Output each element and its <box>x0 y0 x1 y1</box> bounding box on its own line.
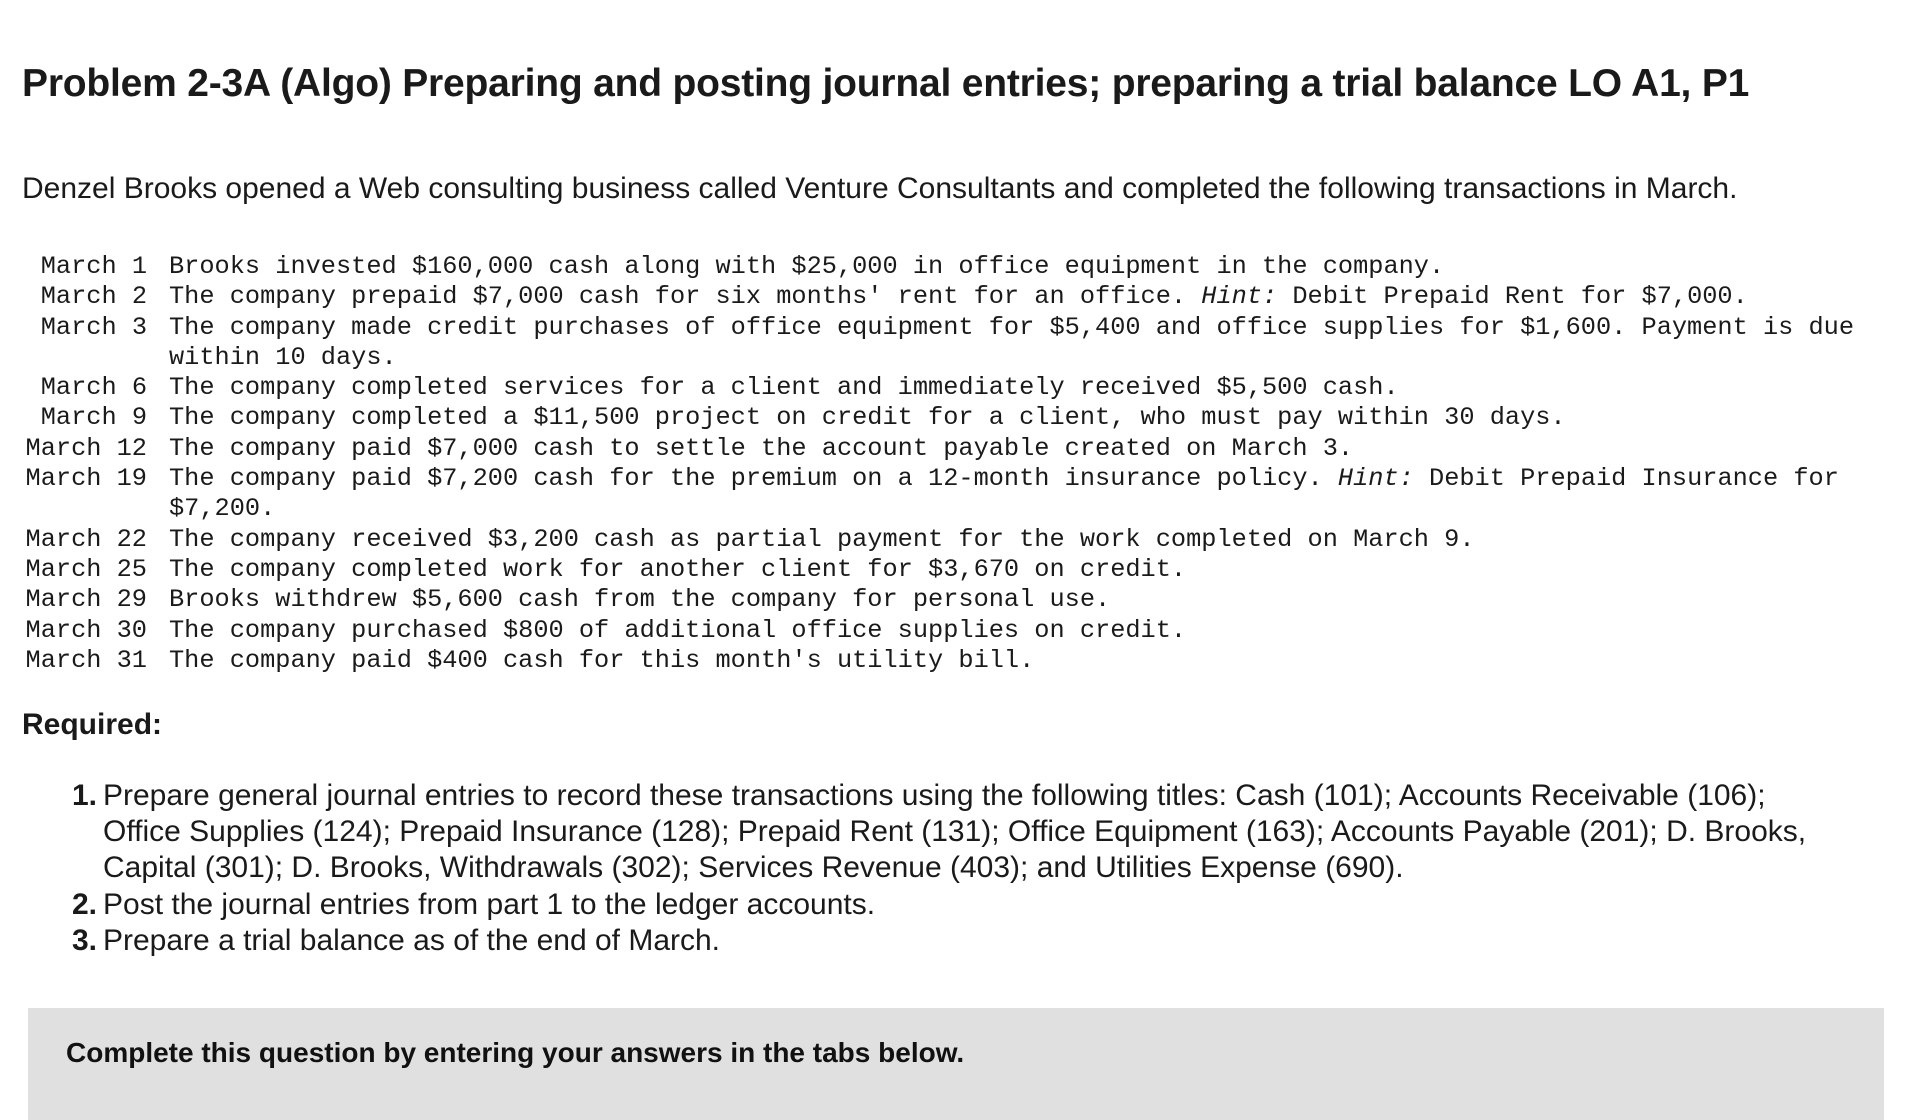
required-item-number: 3. <box>71 923 97 957</box>
transaction-description <box>147 373 1912 403</box>
problem-title: Problem 2-3A (Algo) Preparing and posting journal entries; preparing a trial balance LO A1, P1 <box>22 62 1750 105</box>
transaction-text: The company paid $400 cash for this month's utility bill. <box>169 645 1035 675</box>
required-item <box>60 923 1850 959</box>
transaction-description <box>147 616 1912 646</box>
transaction-description <box>147 464 1912 525</box>
transaction-date: March 22 <box>25 524 147 554</box>
transaction-description <box>147 555 1912 585</box>
required-item-text: Prepare general journal entries to record these transactions using the following titles: Cash (101); Accounts Receivable (106); Office Supplies (124); Prepaid Insurance (128); Prepaid Rent (131); Office Equipment (163); Accounts Payable (201); D. Brooks, Capital (301); D. Brooks, Withdrawals (302); Services Revenue (403); and Utilities Expense (690). <box>103 779 1807 885</box>
required-item-text: Prepare a trial balance as of the end of March. <box>103 923 721 957</box>
transaction-row <box>22 252 1912 282</box>
transaction-text: The company completed services for a client and immediately received $5,500 cash. <box>169 373 1399 403</box>
transaction-date: March 2 <box>40 282 147 312</box>
transaction-row <box>22 313 1912 374</box>
transaction-row <box>22 616 1912 646</box>
transaction-date: March 25 <box>25 554 147 584</box>
transaction-date: March 3 <box>40 312 147 342</box>
instruction-banner <box>28 1008 1884 1120</box>
transaction-row <box>22 282 1912 312</box>
transaction-date: March 12 <box>25 433 147 463</box>
transaction-date: March 1 <box>40 252 147 281</box>
transaction-description <box>147 434 1912 464</box>
required-item-number: 2. <box>71 887 97 921</box>
transaction-date: March 19 <box>25 464 147 494</box>
required-item <box>60 887 1850 923</box>
transaction-text: Brooks withdrew $5,600 cash from the company for personal use. <box>169 585 1111 615</box>
transaction-description <box>147 403 1912 433</box>
required-item-text: Post the journal entries from part 1 to the ledger accounts. <box>103 887 876 921</box>
transaction-text: The company completed a $11,500 project on credit for a client, who must pay within 30 days. <box>169 403 1566 433</box>
transaction-hint-label: Hint: <box>1201 282 1278 312</box>
transaction-description <box>147 252 1912 282</box>
required-heading: Required: <box>22 708 163 741</box>
transaction-description <box>147 646 1912 676</box>
transaction-hint-label: Hint: <box>1337 464 1414 494</box>
transaction-date: March 30 <box>25 615 147 645</box>
required-item-number: 1. <box>71 779 97 812</box>
transactions-list <box>22 252 1912 676</box>
transaction-date: March 31 <box>25 645 147 675</box>
transaction-text: The company completed work for another client for $3,670 on credit. <box>169 554 1187 584</box>
transaction-row <box>22 525 1912 555</box>
transaction-date: March 29 <box>25 585 147 615</box>
transaction-text: The company purchased $800 of additional office supplies on credit. <box>169 615 1187 645</box>
transaction-text: The company made credit purchases of office equipment for $5,400 and office supplies for $1,600. Payment is due within 10 days. <box>169 312 1855 372</box>
transaction-description <box>147 313 1912 374</box>
transaction-date: March 6 <box>40 373 147 403</box>
transaction-row <box>22 373 1912 403</box>
transaction-text: The company prepaid $7,000 cash for six months' rent for an office. <box>169 282 1202 312</box>
transaction-hint-text: Debit Prepaid Insurance for $7,200. <box>169 464 1839 524</box>
transaction-text: The company paid $7,200 cash for the premium on a 12-month insurance policy. <box>169 464 1338 494</box>
transaction-row <box>22 403 1912 433</box>
transaction-row <box>22 646 1912 676</box>
transaction-text: The company paid $7,000 cash to settle the account payable created on March 3. <box>169 433 1354 463</box>
instruction-text: Complete this question by entering your answers in the tabs below. <box>66 1037 965 1068</box>
problem-intro: Denzel Brooks opened a Web consulting business called Venture Consultants and completed the following transactions in March. <box>22 172 1738 205</box>
transaction-row <box>22 555 1912 585</box>
transaction-description <box>147 282 1912 312</box>
required-list <box>60 778 1850 959</box>
transaction-row <box>22 585 1912 615</box>
transaction-text: Brooks invested $160,000 cash along with $25,000 in office equipment in the company. <box>169 252 1445 281</box>
transaction-row <box>22 464 1912 525</box>
transaction-description <box>147 585 1912 615</box>
transaction-hint-text: Debit Prepaid Rent for $7,000. <box>1277 282 1748 312</box>
transaction-description <box>147 525 1912 555</box>
transaction-date: March 9 <box>40 403 147 433</box>
required-item <box>60 778 1850 887</box>
transaction-row <box>22 434 1912 464</box>
transaction-text: The company received $3,200 cash as partial payment for the work completed on March 9. <box>169 524 1475 554</box>
